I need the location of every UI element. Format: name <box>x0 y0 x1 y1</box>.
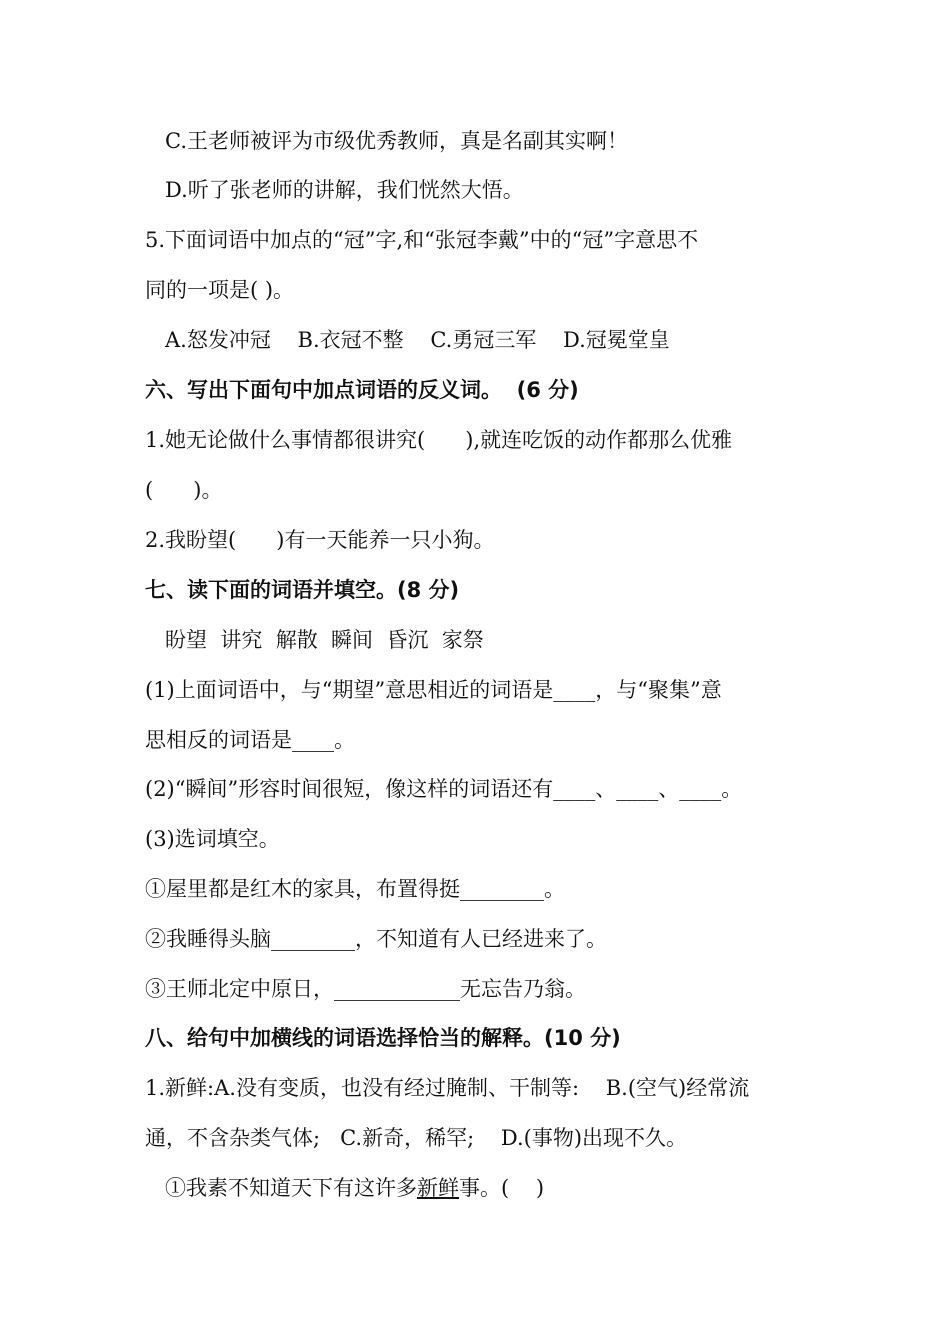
q4-option-d: D.听了张老师的讲解，我们恍然大悟。 <box>165 178 524 202</box>
section6-q2: 2.我盼望( )有一天能养一只小狗。 <box>145 528 495 552</box>
section7-q2: (2)“瞬间”形容时间很短，像这样的词语还有____、____、____。 <box>145 777 743 801</box>
q5-options: A.怒发冲冠 B.衣冠不整 C.勇冠三军 D.冠冕堂皇 <box>165 328 670 352</box>
section8-q1-line2: 通，不含杂类气体; C.新奇，稀罕; D.(事物)出现不久。 <box>145 1126 688 1150</box>
underlined-word: 新鲜 <box>417 1176 459 1200</box>
section7-q3: (3)选词填空。 <box>145 827 280 851</box>
section7-title: 七、读下面的词语并填空。(8 分) <box>145 578 460 602</box>
section6-q1-line2: ( )。 <box>145 478 223 502</box>
q4-option-c: C.王老师被评为市级优秀教师，真是名副其实啊！ <box>165 129 628 153</box>
section7-q3-b: ②我睡得头脑________，不知道有人已经进来了。 <box>145 927 607 951</box>
section8-q1-a-prefix: ①我素不知道天下有这许多 <box>165 1176 417 1200</box>
section8-title: 八、给句中加横线的词语选择恰当的解释。(10 分) <box>145 1026 621 1050</box>
section7-word-list: 盼望 讲究 解散 瞬间 昏沉 家祭 <box>165 628 484 652</box>
q5-stem-line2: 同的一项是( )。 <box>145 278 295 302</box>
section8-q1-a-suffix: 事。( ) <box>459 1176 545 1200</box>
section8-q1-line1: 1.新鲜:A.没有变质，也没有经过腌制、干制等: B.(空气)经常流 <box>145 1076 750 1100</box>
section6-title: 六、写出下面句中加点词语的反义词。 (6 分) <box>145 378 579 402</box>
section7-q1-line2: 思相反的词语是____。 <box>145 728 355 752</box>
q5-stem-line1: 5.下面词语中加点的“冠”字,和“张冠李戴”中的“冠”字意思不 <box>145 228 699 252</box>
section7-q3-a: ①屋里都是红木的家具，布置得挺________。 <box>145 877 565 901</box>
section8-q1-a <box>165 1174 544 1202</box>
section7-q3-c: ③王师北定中原日，____________无忘告乃翁。 <box>145 977 586 1001</box>
section7-q1-line1: (1)上面词语中，与“期望”意思相近的词语是____，与“聚集”意 <box>145 678 722 702</box>
section6-q1-line1: 1.她无论做什么事情都很讲究( ),就连吃饭的动作都那么优雅 <box>145 428 733 452</box>
